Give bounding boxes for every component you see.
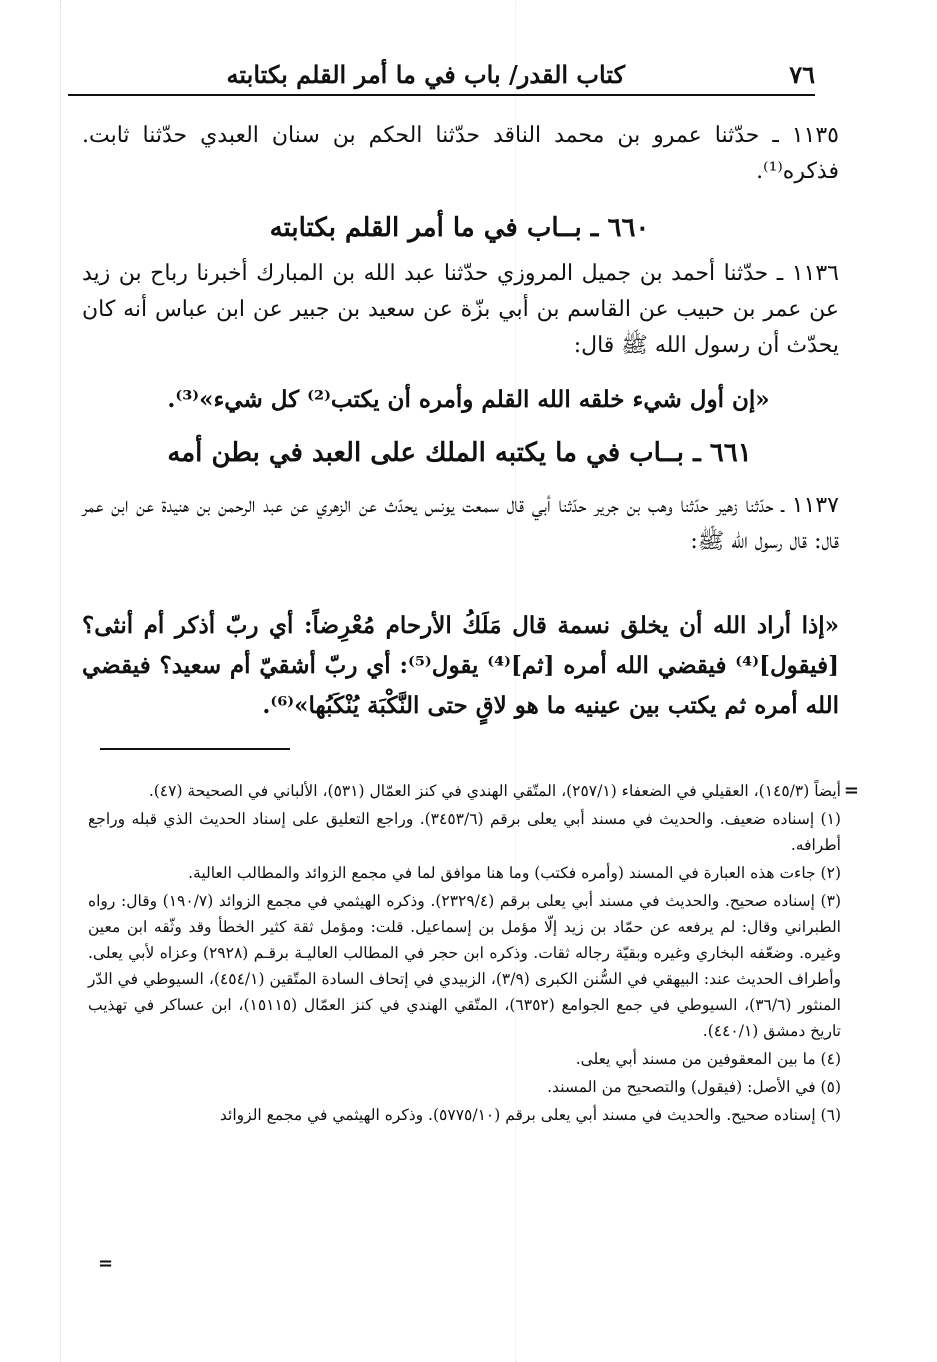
page-header <box>68 52 815 96</box>
page-number: ٧٦ <box>789 60 815 89</box>
footnote-5: (٥) في الأصل: (فيقول) والتصحيح من المسند. <box>547 1078 841 1096</box>
hadith-1137: ١١٣٧ ـ حدّثنا زهير حدّثنا وهب بن جرير حدّثنا أبي قال سمعت يونس يحدّث عن الزهري عن عبد الرحمن بن هنيدة عن ابن عمر قال: قال رسول الله ﷺ: <box>82 493 839 554</box>
footnote-6: (٦) إسناده صحيح. والحديث في مسند أبي يعلى برقم (٥٧٧٥/١٠). وذكره الهيثمي في مجمع الزوائد <box>219 1106 841 1124</box>
footnotes-list <box>88 778 841 1130</box>
chapter-heading-661: ٦٦١ ـ بــاب في ما يكتبه الملك على العبد في بطن أمه <box>167 438 752 468</box>
scan-edge-marks <box>60 0 61 1362</box>
footnote-divider <box>100 748 290 750</box>
running-title: كتاب القدر/ باب في ما أمر القلم بكتابته <box>226 60 625 89</box>
footnote-2: (٢) جاءت هذه العبارة في المسند (وأمره فكتب) وما هنا موافق لما في مجمع الزوائد والمطالب العالية. <box>188 864 841 882</box>
hadith-1136: ١١٣٦ ـ حدّثنا أحمد بن جميل المروزي حدّثنا عبد الله بن المبارك أخبرنا رباح بن زيد عن عمر بن حبيب عن القاسم بن أبي بزّة عن سعيد بن جبير عن ابن عباس أنه كان يحدّث أن رسول الله ﷺ قال: <box>82 261 839 358</box>
footnote-continued: أيضاً (١٤٥/٣)، العقيلي في الضعفاء (٢٥٧/١)، المتّقي الهندي في كنز العمّال (٥٣١)، الألباني في الصحيحة (٤٧). <box>148 782 841 800</box>
hadith-1136-quote: «إن أول شيء خلقه الله القلم وأمره أن يكتب⁽²⁾ كل شيء»⁽³⁾. <box>167 386 770 413</box>
hadith-1137-quote: «إذا أراد الله أن يخلق نسمة قال مَلَكُ الأرحام مُعْرِضاً: أي ربّ أذكر أم أنثى؟ [فيقول]⁽⁴⁾ فيقضي الله أمره [ثم]⁽⁴⁾ يقول⁽⁵⁾: أي ربّ أشقيّ أم سعيد؟ فيقضي الله أمره ثم يكتب بين عينيه ما هو لاقٍ حتى النَّكْبَة يُنْكَبُها»⁽⁶⁾. <box>82 612 839 719</box>
footnote-4: (٤) ما بين المعقوفين من مسند أبي يعلى. <box>575 1050 841 1068</box>
footnote-continuation-mark: = <box>843 780 859 801</box>
chapter-heading-660: ٦٦٠ ـ بــاب في ما أمر القلم بكتابته <box>269 213 650 243</box>
footnote-3: (٣) إسناده صحيح. والحديث في مسند أبي يعلى برقم (٢٣٢٩/٤). وذكره الهيثمي في مجمع الزوائد (١٩٠/٧) وقال: رواه الطبراني وقال: لم يرفعه عن حمّاد بن زيد إلّا مؤمل بن إسماعيل. قلت: ومؤمل ثقة كثير الخطأ وقد وثّقه ابن معين وغيره. وضعّفه البخاري وغيره وبقيّة رجاله ثقات. وذكره ابن حجر في المطالب العاليـة برقـم (٢٩٢٨) وعزاه لأبي يعلى. وأطراف الحديث عند: البيهقي في السُّنن الكبرى (٣/٩)، الزبيدي في إتحاف السادة المتّقين (٤٥٤/١)، السيوطي في الدّر المنثور (٣٦/٦)، السيوطي في جمع الجوامع (٦٣٥٢)، المتّقي الهندي في كنز العمّال (١٥١١٥)، ابن عساكر في تهذيب تاريخ دمشق (٤٤٠/١). <box>88 892 841 1040</box>
hadith-1135: ١١٣٥ ـ حدّثنا عمرو بن محمد الناقد حدّثنا الحكم بن سنان العبدي حدّثنا ثابت. فذكره⁽¹⁾. <box>82 123 839 184</box>
footnote-end-mark: = <box>98 1253 114 1274</box>
footnote-1: (١) إسناده ضعيف. والحديث في مسند أبي يعلى برقم (٣٤٥٣/٦). وراجع التعليق على إسناد الحديث الذي قبله وراجع أطرافه. <box>88 810 841 854</box>
